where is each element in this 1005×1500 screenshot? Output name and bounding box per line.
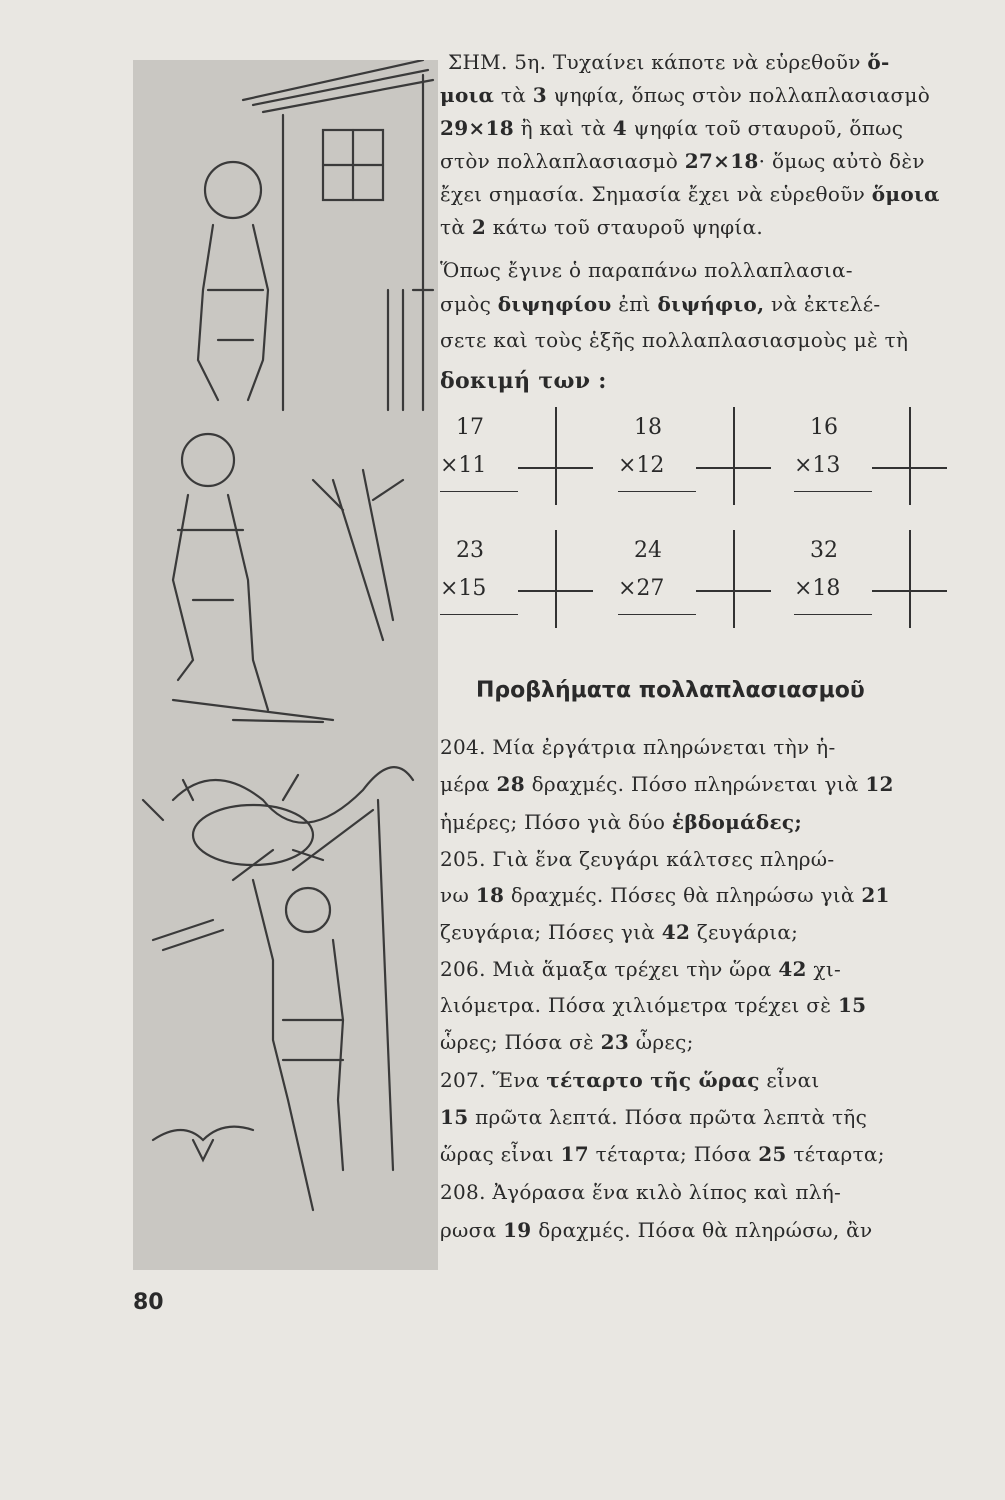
text-run: ψηφία, ὅπως στὸν πολλαπλασιασμὸ xyxy=(546,83,931,107)
bold-text: ὅ- xyxy=(867,50,890,74)
check-cross-horizontal xyxy=(518,467,593,469)
problem-line xyxy=(440,883,890,907)
check-cross-horizontal xyxy=(872,590,947,592)
problem-line xyxy=(440,920,798,944)
exercise-4 xyxy=(440,538,620,638)
problem-line xyxy=(440,772,894,796)
exercise-1 xyxy=(440,415,620,515)
text-run: νὰ ἐκτελέ- xyxy=(764,292,881,316)
bold-text: 15 xyxy=(440,1105,469,1129)
text-run: 207. Ἕνα xyxy=(440,1068,547,1092)
bold-text: ὅμοια xyxy=(871,182,940,206)
check-cross-vertical xyxy=(555,530,557,628)
bold-text: δοκιμή των : xyxy=(440,368,607,394)
text-run: ρωσα xyxy=(440,1218,504,1242)
check-cross-vertical xyxy=(555,407,557,505)
text-run: ὧρες; xyxy=(629,1030,694,1054)
instruction-line xyxy=(440,328,908,352)
check-cross-horizontal xyxy=(518,590,593,592)
text-run: ζευγάρια; Πόσες γιὰ xyxy=(440,920,662,944)
bold-text: 4 xyxy=(612,116,627,140)
bold-text: 19 xyxy=(503,1218,532,1242)
exercise-6 xyxy=(794,538,974,638)
result-line xyxy=(440,491,518,492)
text-run: τέταρτα; Πόσα xyxy=(588,1142,759,1166)
text-run: ΣΗΜ. 5η. Τυχαίνει κάποτε νὰ εὑρεθοῦν xyxy=(448,50,868,74)
text-run: στὸν πολλαπλασιασμὸ xyxy=(440,149,685,173)
text-run: τὰ xyxy=(440,215,472,239)
text-run: τὰ xyxy=(494,83,533,107)
result-line xyxy=(618,491,696,492)
text-run: ὥρας εἶναι xyxy=(440,1142,561,1166)
text-run: δραχμές. Πόσες θὰ πληρώσω γιὰ xyxy=(504,883,862,907)
text-run: ἐπὶ xyxy=(611,292,658,316)
check-cross-horizontal xyxy=(696,590,771,592)
note-line xyxy=(440,83,930,107)
instruction-line xyxy=(440,368,607,394)
text-run: ἢ καὶ τὰ xyxy=(513,116,613,140)
bold-text: 21 xyxy=(861,883,890,907)
note-line xyxy=(440,116,903,140)
multiplier: ×15 xyxy=(440,576,487,601)
exercise-2 xyxy=(618,415,798,515)
result-line xyxy=(440,614,518,615)
exercise-5 xyxy=(618,538,798,638)
result-line xyxy=(794,614,872,615)
multiplier: ×12 xyxy=(618,453,665,478)
note-line xyxy=(440,149,925,173)
text-run: εἶναι xyxy=(759,1068,820,1092)
bold-text: 42 xyxy=(661,920,691,944)
bold-text: 15 xyxy=(837,993,867,1017)
check-cross-horizontal xyxy=(696,467,771,469)
problem-line xyxy=(440,1105,867,1129)
bold-text: 27×18 xyxy=(684,149,759,173)
text-run: 204. Μία ἐργάτρια πληρώνεται τὴν ἡ- xyxy=(440,735,836,759)
bold-text: ἑβδομάδες; xyxy=(671,810,803,834)
multiplicand: 23 xyxy=(456,538,484,563)
text-run: πρῶτα λεπτά. Πόσα πρῶτα λεπτὰ τῆς xyxy=(468,1105,868,1129)
result-line xyxy=(794,491,872,492)
bold-text: μοια xyxy=(440,83,495,107)
text-run: ἔχει σημασία. Σημασία ἔχει νὰ εὑρεθοῦν xyxy=(440,182,872,206)
bold-text: 3 xyxy=(532,83,547,107)
exercise-3 xyxy=(794,415,974,515)
page-number: 80 xyxy=(133,1290,164,1315)
text-run: · ὅμως αὐτὸ δὲν xyxy=(758,149,925,173)
multiplicand: 16 xyxy=(810,415,838,440)
text-run: ζευγάρια; xyxy=(690,920,799,944)
text-run: 205. Γιὰ ἕνα ζευγάρι κάλτσες πληρώ- xyxy=(440,847,835,871)
text-run: νω xyxy=(440,883,476,907)
note-line xyxy=(440,182,940,206)
multiplicand: 18 xyxy=(634,415,662,440)
bold-text: 42 xyxy=(778,957,807,981)
text-run: λιόμετρα. Πόσα χιλιόμετρα τρέχει σὲ xyxy=(440,993,838,1017)
text-run: σετε καὶ τοὺς ἑξῆς πολλαπλασιασμοὺς μὲ τὴ xyxy=(440,328,909,352)
check-cross-vertical xyxy=(909,407,911,505)
text-run: 208. Ἀγόρασα ἕνα κιλὸ λίπος καὶ πλή- xyxy=(440,1180,842,1204)
text-run: δραχμές. Πόσα θὰ πληρώσω, ἂν xyxy=(531,1218,873,1242)
multiplier: ×13 xyxy=(794,453,841,478)
text-run: χι- xyxy=(806,957,842,981)
text-run: σμὸς xyxy=(440,292,498,316)
illustration-children-playing xyxy=(133,60,438,1270)
bold-text: 18 xyxy=(475,883,505,907)
problem-line xyxy=(440,810,802,834)
text-run: δραχμές. Πόσο πληρώνεται γιὰ xyxy=(524,772,866,796)
note-line xyxy=(448,50,890,74)
line-drawing xyxy=(133,60,438,1270)
multiplicand: 32 xyxy=(810,538,838,563)
multiplicand: 24 xyxy=(634,538,662,563)
check-cross-vertical xyxy=(733,407,735,505)
check-cross-horizontal xyxy=(872,467,947,469)
text-run: μέρα xyxy=(440,772,497,796)
bold-text: 25 xyxy=(758,1142,787,1166)
bold-text: διψήφιο, xyxy=(657,292,765,316)
text-run: 206. Μιὰ ἅμαξα τρέχει τὴν ὥρα xyxy=(440,957,779,981)
problem-line xyxy=(440,1142,885,1166)
section-heading: Προβλήματα πολλαπλασιασμοῦ xyxy=(476,678,865,703)
bold-text: διψηφίου xyxy=(497,292,612,316)
text-run: ψηφία τοῦ σταυροῦ, ὅπως xyxy=(626,116,904,140)
multiplicand: 17 xyxy=(456,415,484,440)
instruction-line xyxy=(440,292,880,316)
text-run: κάτω τοῦ σταυροῦ ψηφία. xyxy=(486,215,764,239)
text-run: ὧρες; Πόσα σὲ xyxy=(440,1030,601,1054)
multiplier: ×11 xyxy=(440,453,487,478)
problem-line xyxy=(440,957,841,981)
text-run: Ὅπως ἔγινε ὁ παραπάνω πολλαπλασια- xyxy=(440,258,853,282)
problem-line xyxy=(440,735,836,759)
bold-text: 28 xyxy=(496,772,525,796)
note-line xyxy=(440,215,763,239)
problem-line xyxy=(440,1030,694,1054)
problem-line xyxy=(440,993,866,1017)
bold-text: τέταρτο τῆς ὥρας xyxy=(546,1068,760,1092)
text-run: ἡμέρες; Πόσο γιὰ δύο xyxy=(440,810,672,834)
text-run: τέταρτα; xyxy=(786,1142,885,1166)
result-line xyxy=(618,614,696,615)
check-cross-vertical xyxy=(733,530,735,628)
bold-text: 29×18 xyxy=(440,116,514,140)
multiplier: ×18 xyxy=(794,576,841,601)
problem-line xyxy=(440,1068,820,1092)
problem-line xyxy=(440,847,834,871)
bold-text: 2 xyxy=(471,215,487,239)
problem-line xyxy=(440,1180,841,1204)
instruction-line xyxy=(440,258,853,282)
bold-text: 12 xyxy=(865,772,894,796)
bold-text: 17 xyxy=(560,1142,589,1166)
check-cross-vertical xyxy=(909,530,911,628)
bold-text: 23 xyxy=(600,1030,630,1054)
multiplier: ×27 xyxy=(618,576,665,601)
problem-line xyxy=(440,1218,872,1242)
